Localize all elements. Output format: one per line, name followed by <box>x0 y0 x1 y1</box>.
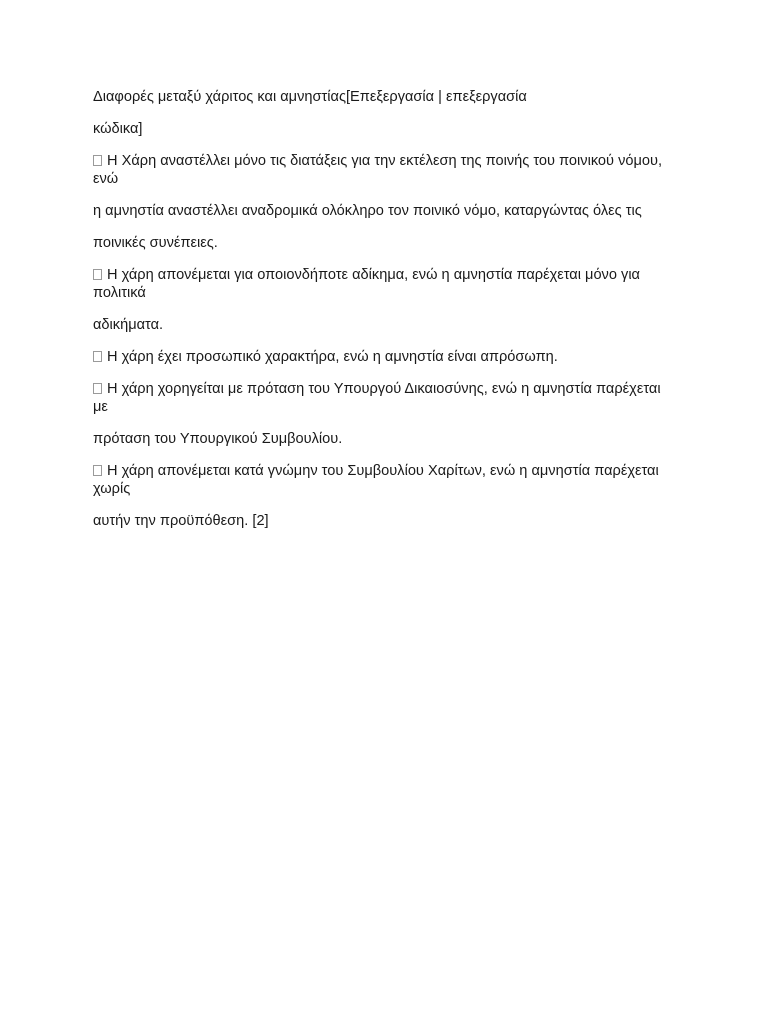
continuation-paragraph <box>93 316 673 334</box>
paragraph-text: Η χάρη έχει προσωπικό χαρακτήρα, ενώ η αμνηστία είναι απρόσωπη. <box>107 349 558 365</box>
continuation-paragraph <box>93 234 673 252</box>
document-page <box>93 88 673 544</box>
bullet-paragraph <box>93 348 673 366</box>
continuation-paragraph <box>93 512 673 530</box>
paragraph-text: αδικήματα. <box>93 317 164 333</box>
paragraph-text: ποινικές συνέπειες. <box>93 235 218 251</box>
paragraph-text: η αμνηστία αναστέλλει αναδρομικά ολόκληρο τον ποινικό νόμο, καταργώντας όλες τις <box>93 203 642 219</box>
paragraph-text: Η χάρη απονέμεται κατά γνώμην του Συμβουλίου Χαρίτων, ενώ η αμνηστία παρέχεται χωρίς <box>93 463 659 497</box>
bullet-paragraph <box>93 462 673 498</box>
missing-glyph-bullet-icon <box>93 269 102 280</box>
continuation-paragraph <box>93 202 673 220</box>
bullet-paragraph <box>93 152 673 188</box>
bullet-paragraph <box>93 380 673 416</box>
paragraph-text: Η χάρη απονέμεται για οποιονδήποτε αδίκημα, ενώ η αμνηστία παρέχεται μόνο για πολιτικά <box>93 267 640 301</box>
paragraph-text: Η χάρη χορηγείται με πρόταση του Υπουργού Δικαιοσύνης, ενώ η αμνηστία παρέχεται με <box>93 381 661 415</box>
continuation-paragraph <box>93 430 673 448</box>
paragraph-text: πρόταση του Υπουργικού Συμβουλίου. <box>93 431 343 447</box>
heading-line-2 <box>93 120 673 138</box>
heading-line-1 <box>93 88 673 106</box>
paragraph-text: Διαφορές μεταξύ χάριτος και αμνηστίας[Επεξεργασία | επεξεργασία <box>93 89 527 105</box>
bullet-paragraph <box>93 266 673 302</box>
missing-glyph-bullet-icon <box>93 351 102 362</box>
missing-glyph-bullet-icon <box>93 383 102 394</box>
paragraph-text: κώδικα] <box>93 121 143 137</box>
paragraph-text: αυτήν την προϋπόθεση. [2] <box>93 513 269 529</box>
missing-glyph-bullet-icon <box>93 465 102 476</box>
paragraph-text: Η Χάρη αναστέλλει μόνο τις διατάξεις για την εκτέλεση της ποινής του ποινικού νόμου, ενώ <box>93 153 663 187</box>
missing-glyph-bullet-icon <box>93 155 102 166</box>
